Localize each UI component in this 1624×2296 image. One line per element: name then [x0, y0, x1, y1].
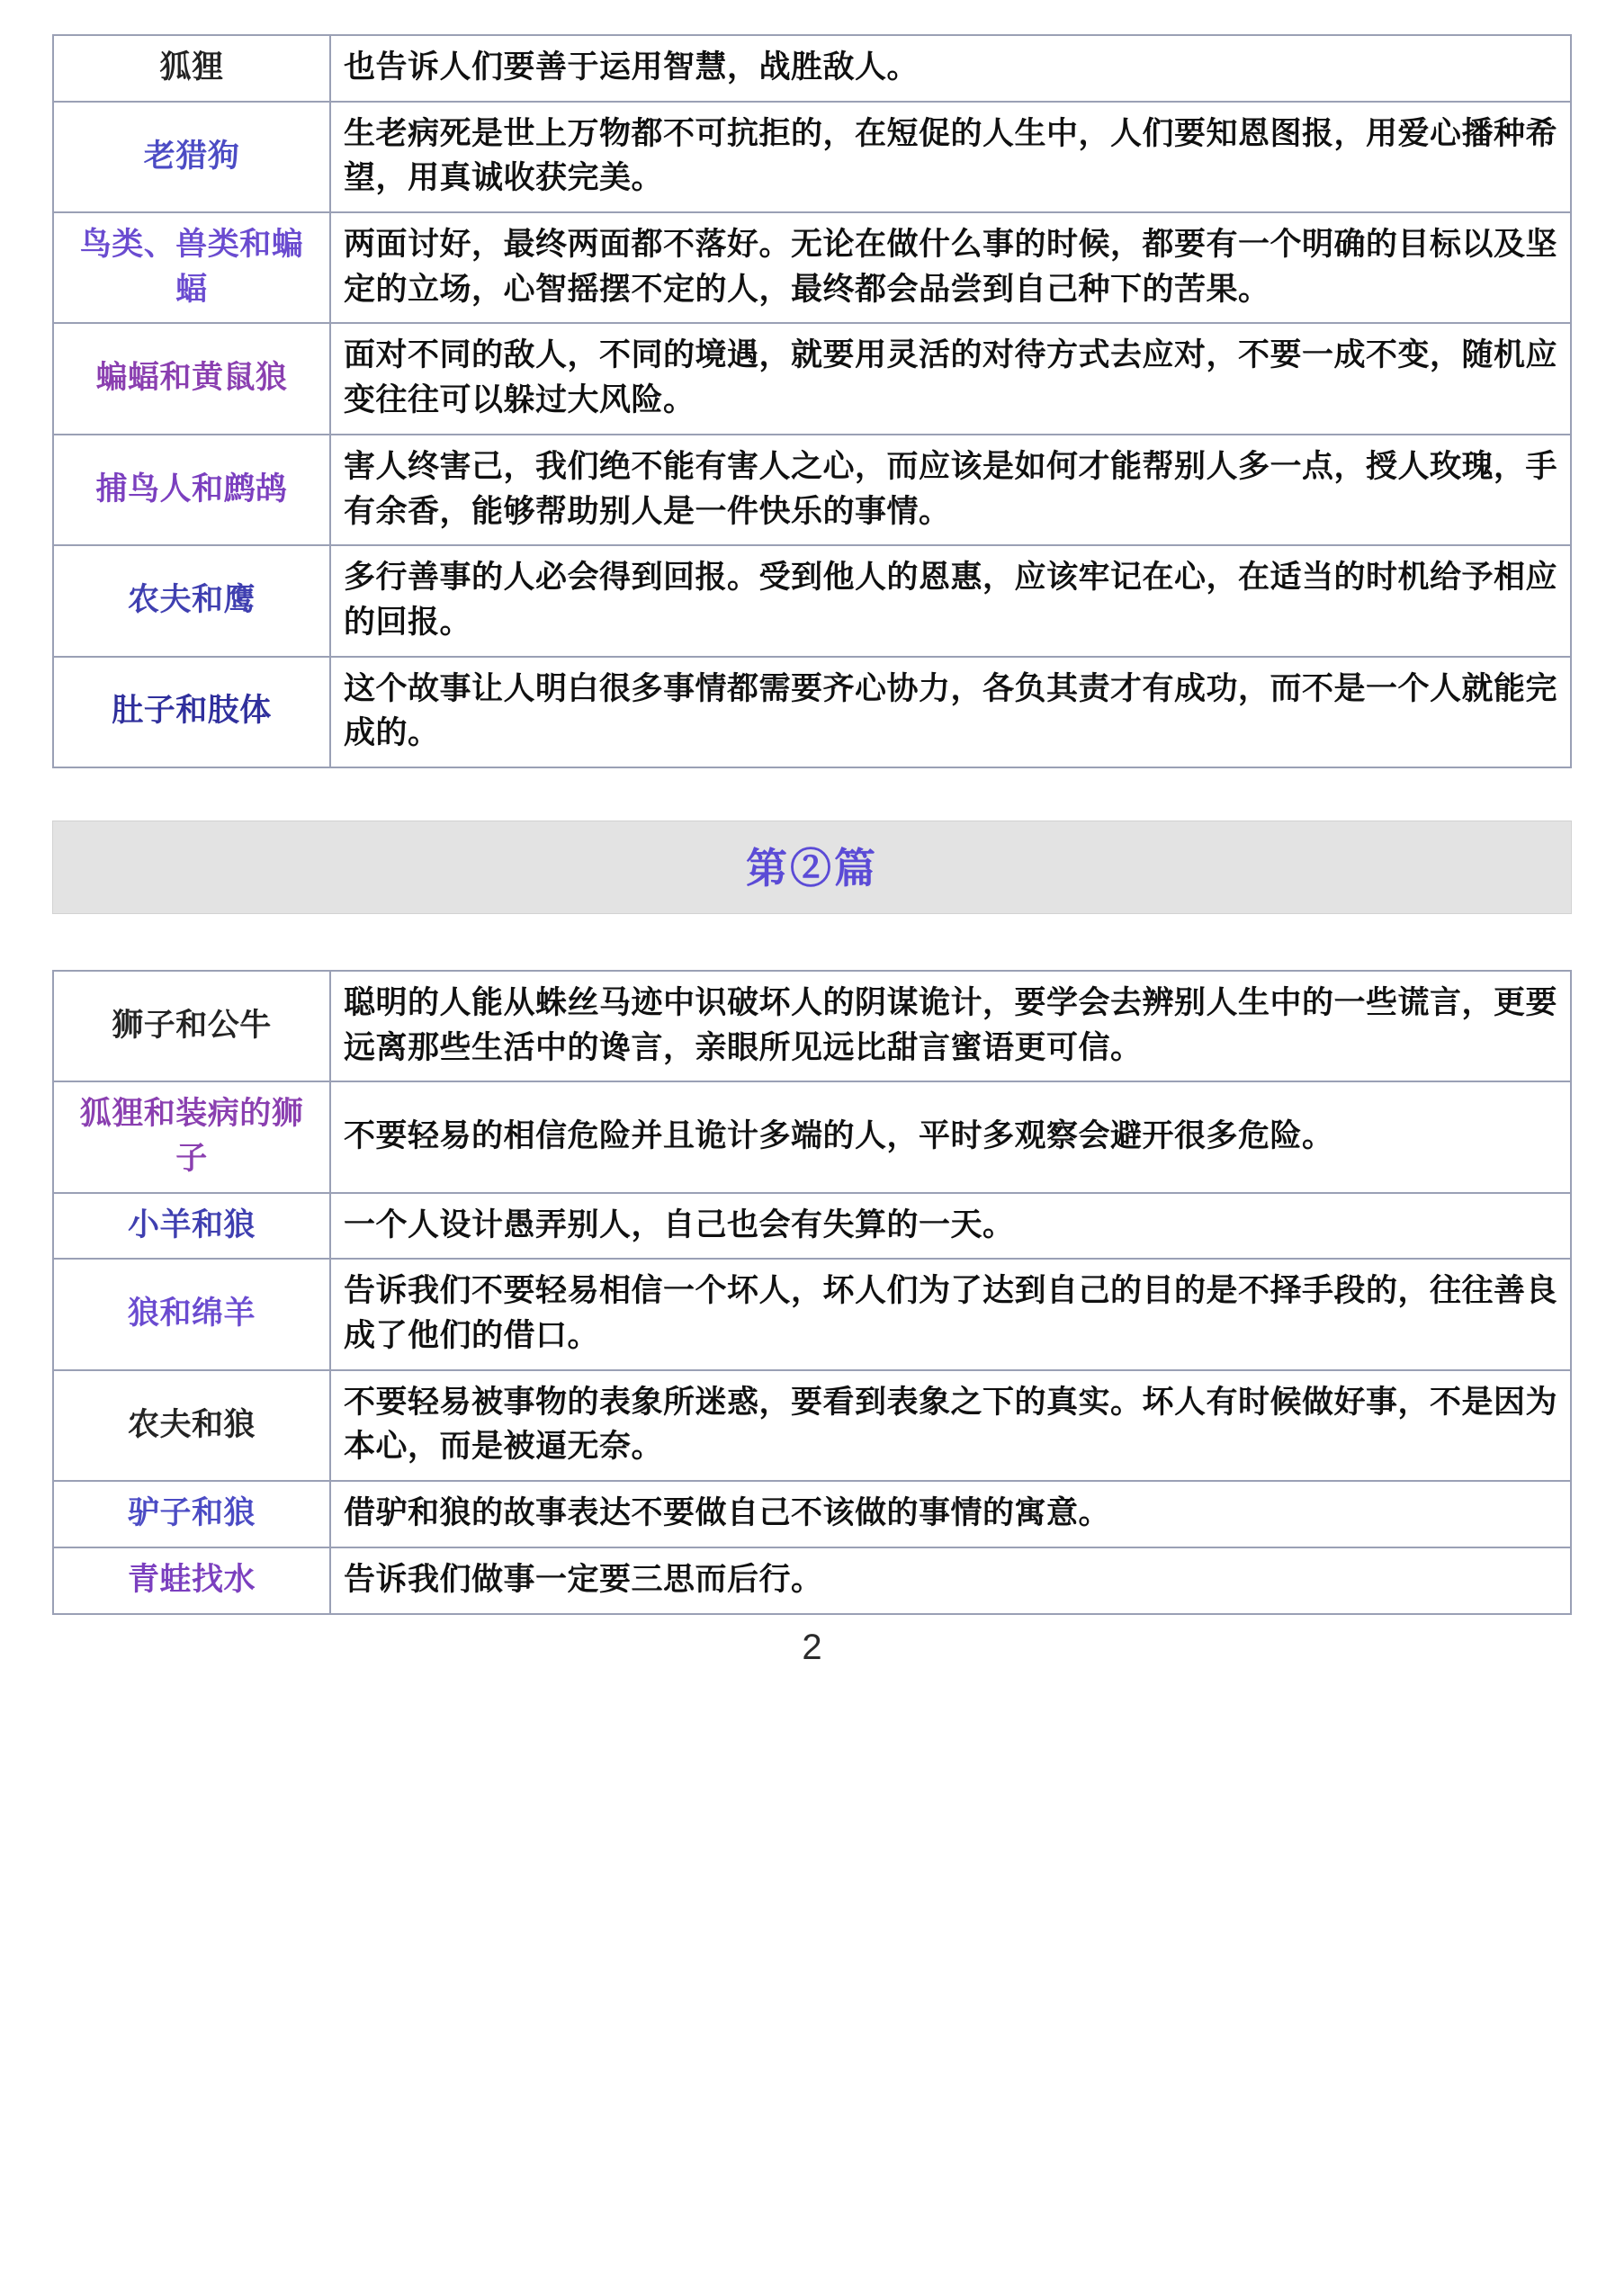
fable-table-one-body — [53, 35, 1571, 767]
table-row — [53, 212, 1571, 323]
fable-title-cell — [53, 1259, 330, 1369]
fable-title-cell — [53, 1370, 330, 1481]
section-banner — [52, 821, 1572, 914]
table-row — [53, 35, 1571, 102]
table-row — [53, 1259, 1571, 1369]
fable-moral-cell: 也告诉人们要善于运用智慧，战胜敌人。 — [330, 35, 1571, 102]
fable-title-cell — [53, 1193, 330, 1260]
section-banner-label: 第②篇 — [746, 844, 878, 892]
fable-title: 捕鸟人和鹧鸪 — [95, 471, 288, 507]
fable-moral-cell: 一个人设计愚弄别人，自己也会有失算的一天。 — [330, 1193, 1571, 1260]
fable-title: 鸟类、兽类和蝙蝠 — [79, 227, 304, 307]
fable-title-cell — [53, 1081, 330, 1192]
fable-moral-cell: 两面讨好，最终两面都不落好。无论在做什么事的时候，都要有一个明确的目标以及坚定的立场，心智摇摆不定的人，最终都会品尝到自己种下的苦果。 — [330, 212, 1571, 323]
fable-title-cell — [53, 545, 330, 656]
fable-title: 肚子和肢体 — [112, 693, 272, 729]
fable-title: 老猎狗 — [143, 138, 240, 174]
table-row — [53, 1370, 1571, 1481]
table-row — [53, 1193, 1571, 1260]
table-row — [53, 1547, 1571, 1614]
table-row — [53, 545, 1571, 656]
fable-title: 狐狸 — [159, 49, 224, 85]
fable-moral-cell: 这个故事让人明白很多事情都需要齐心协力，各负其责才有成功，而不是一个人就能完成的。 — [330, 657, 1571, 767]
fable-table-two — [52, 970, 1572, 1615]
table-row — [53, 1081, 1571, 1192]
fable-moral-cell: 生老病死是世上万物都不可抗拒的，在短促的人生中，人们要知恩图报，用爱心播种希望，用真诚收获完美。 — [330, 102, 1571, 212]
fable-title: 狼和绵羊 — [127, 1296, 256, 1332]
page-number: 2 — [802, 1627, 822, 1667]
table-row — [53, 102, 1571, 212]
fable-moral-cell: 聪明的人能从蛛丝马迹中识破坏人的阴谋诡计，要学会去辨别人生中的一些谎言，更要远离那些生活中的谗言，亲眼所见远比甜言蜜语更可信。 — [330, 971, 1571, 1081]
fable-title: 蝙蝠和黄鼠狼 — [95, 360, 288, 396]
fable-title: 小羊和狼 — [127, 1206, 256, 1242]
fable-moral-cell: 多行善事的人必会得到回报。受到他人的恩惠，应该牢记在心，在适当的时机给予相应的回报。 — [330, 545, 1571, 656]
fable-title-cell — [53, 657, 330, 767]
fable-title: 农夫和鹰 — [127, 582, 256, 618]
fable-title-cell — [53, 323, 330, 434]
fable-title-cell — [53, 35, 330, 102]
fable-moral-cell: 不要轻易被事物的表象所迷惑，要看到表象之下的真实。坏人有时候做好事，不是因为本心，而是被逼无奈。 — [330, 1370, 1571, 1481]
fable-title-cell — [53, 1547, 330, 1614]
fable-title-cell — [53, 102, 330, 212]
fable-moral-cell: 害人终害己，我们绝不能有害人之心，而应该是如何才能帮别人多一点，授人玫瑰，手有余香，能够帮助别人是一件快乐的事情。 — [330, 435, 1571, 545]
fable-title: 狐狸和装病的狮子 — [79, 1096, 304, 1176]
fable-title-cell — [53, 971, 330, 1081]
fable-title-cell — [53, 212, 330, 323]
fable-moral-cell: 不要轻易的相信危险并且诡计多端的人，平时多观察会避开很多危险。 — [330, 1081, 1571, 1192]
fable-moral-cell: 告诉我们做事一定要三思而后行。 — [330, 1547, 1571, 1614]
table-row — [53, 971, 1571, 1081]
fable-table-two-body — [53, 971, 1571, 1614]
fable-title: 青蛙找水 — [127, 1561, 256, 1597]
fable-moral-cell: 告诉我们不要轻易相信一个坏人，坏人们为了达到自己的目的是不择手段的，往往善良成了他们的借口。 — [330, 1259, 1571, 1369]
table-row — [53, 323, 1571, 434]
fable-table-one — [52, 34, 1572, 768]
fable-moral-cell: 面对不同的敌人，不同的境遇，就要用灵活的对待方式去应对，不要一成不变，随机应变往往可以躲过大风险。 — [330, 323, 1571, 434]
table-row — [53, 1481, 1571, 1547]
table-row — [53, 435, 1571, 545]
fable-title: 驴子和狼 — [127, 1495, 256, 1531]
fable-title-cell — [53, 435, 330, 545]
fable-title-cell — [53, 1481, 330, 1547]
fable-title: 狮子和公牛 — [112, 1007, 272, 1043]
fable-moral-cell: 借驴和狼的故事表达不要做自己不该做的事情的寓意。 — [330, 1481, 1571, 1547]
fable-title: 农夫和狼 — [127, 1406, 256, 1442]
table-row — [53, 657, 1571, 767]
